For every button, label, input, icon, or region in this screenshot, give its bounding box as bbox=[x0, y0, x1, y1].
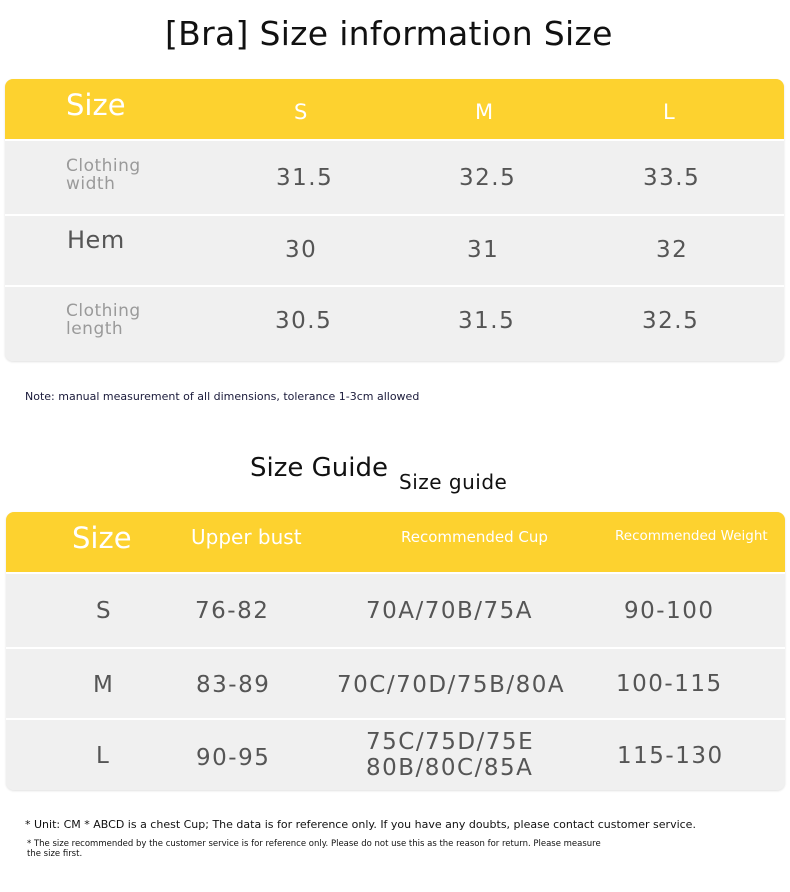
table-row-size-m bbox=[6, 647, 785, 718]
row-label-line1: Clothing bbox=[66, 301, 141, 321]
table-row-clothing-width bbox=[5, 139, 784, 214]
header-recommended-weight: Recommended Weight bbox=[615, 528, 768, 544]
value-s: 31.5 bbox=[276, 165, 334, 191]
measurement-note: Note: manual measurement of all dimensions, tolerance 1-3cm allowed bbox=[25, 390, 420, 403]
row-label-line2: length bbox=[66, 319, 124, 339]
cup-value-line1: 75C/75D/75E bbox=[366, 729, 535, 755]
size-value: L bbox=[96, 743, 109, 769]
weight-value: 90-100 bbox=[624, 598, 715, 624]
recommendation-note: * The size recommended by the customer service is for reference only. Please do not use this as the reason for return. Please measure the size first. bbox=[27, 839, 601, 859]
table-row-size-l bbox=[6, 718, 785, 790]
size-value: S bbox=[96, 598, 111, 624]
row-label: Hem bbox=[67, 226, 125, 254]
header-upper-bust: Upper bust bbox=[191, 525, 302, 549]
weight-value: 100-115 bbox=[616, 671, 723, 697]
row-label bbox=[66, 157, 141, 193]
size-info-title: [Bra] Size information Size bbox=[165, 14, 613, 53]
size-info-table bbox=[5, 79, 784, 361]
size-guide-subtitle: Size guide bbox=[399, 470, 508, 494]
table-row-size-s bbox=[6, 572, 785, 647]
unit-note: * Unit: CM * ABCD is a chest Cup; The data is for reference only. If you have any doubts, please contact customer service. bbox=[25, 818, 696, 831]
value-l: 33.5 bbox=[643, 165, 701, 191]
row-label-line1: Clothing bbox=[66, 156, 141, 176]
header-size: Size bbox=[72, 521, 132, 555]
cup-value-line2: 80B/80C/85A bbox=[366, 755, 534, 781]
value-m: 31.5 bbox=[458, 308, 516, 334]
row-label-line2: width bbox=[66, 174, 116, 194]
size-guide-header-row bbox=[6, 512, 785, 572]
size-guide-table bbox=[6, 512, 785, 790]
row-label bbox=[66, 302, 141, 338]
value-l: 32 bbox=[656, 237, 689, 263]
size-info-header-row bbox=[5, 79, 784, 139]
header-size-s: S bbox=[294, 100, 308, 124]
header-recommended-cup: Recommended Cup bbox=[401, 528, 548, 546]
cup-value: 70A/70B/75A bbox=[366, 598, 534, 624]
header-size-m: M bbox=[475, 100, 494, 124]
size-guide-title: Size Guide bbox=[250, 453, 388, 483]
size-value: M bbox=[93, 672, 113, 698]
cup-value bbox=[366, 729, 534, 781]
header-size-label: Size bbox=[66, 88, 126, 122]
table-row-hem bbox=[5, 214, 784, 285]
upper-bust-value: 90-95 bbox=[196, 745, 271, 771]
value-s: 30 bbox=[285, 237, 318, 263]
table-row-clothing-length bbox=[5, 285, 784, 361]
weight-value: 115-130 bbox=[617, 743, 724, 769]
value-l: 32.5 bbox=[642, 308, 700, 334]
value-m: 31 bbox=[467, 237, 500, 263]
value-m: 32.5 bbox=[459, 165, 517, 191]
upper-bust-value: 83-89 bbox=[196, 672, 271, 698]
value-s: 30.5 bbox=[275, 308, 333, 334]
cup-value: 70C/70D/75B/80A bbox=[337, 672, 566, 698]
header-size-l: L bbox=[663, 100, 675, 124]
upper-bust-value: 76-82 bbox=[195, 598, 270, 624]
